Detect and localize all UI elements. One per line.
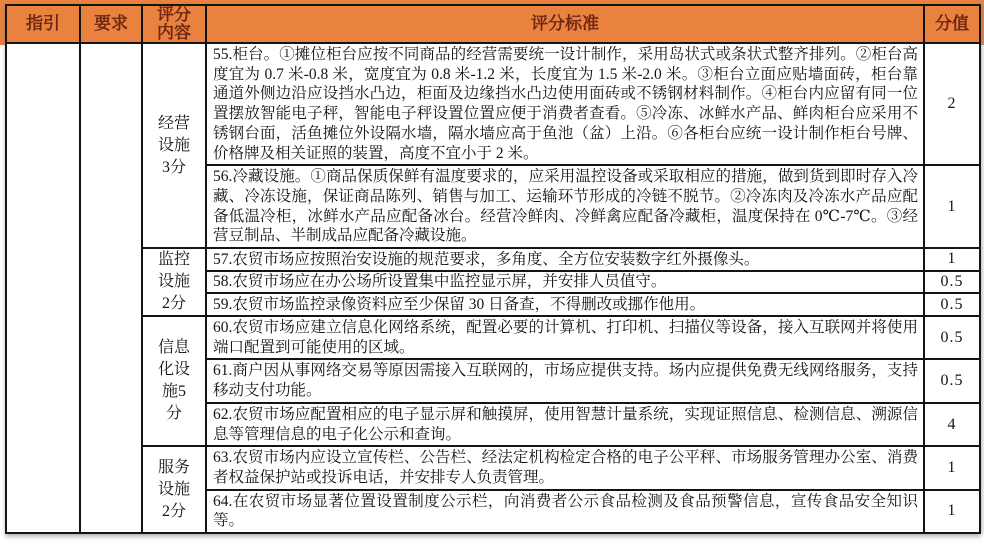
- score-cell-60: 0.5: [924, 316, 980, 359]
- table-row: [6, 248, 980, 271]
- group-cell-service-facilities: [142, 446, 206, 533]
- score-cell-64: 1: [924, 490, 980, 533]
- criteria-cell-57: 57.农贸市场应按照治安设施的规范要求，多角度、全方位安装数字红外摄像头。: [206, 248, 924, 271]
- criteria-cell-60: 60.农贸市场应建立信息化网络系统，配置必要的计算机、打印机、扫描仪等设备，接入互联网并将使用端口配置到可能使用的区域。: [206, 316, 924, 359]
- scoring-table: [5, 4, 981, 534]
- criteria-cell-61: 61.商户因从事网络交易等原因需接入互联网的，市场应提供支持。场内应提供免费无线网络服务，支持移动支付功能。: [206, 359, 924, 402]
- score-cell-63: 1: [924, 446, 980, 489]
- table-row: [6, 316, 980, 359]
- score-cell-59: 0.5: [924, 293, 980, 316]
- header-row: [6, 5, 980, 43]
- criteria-cell-58: 58.农贸市场应在办公场所设置集中监控显示屏，并安排人员值守。: [206, 271, 924, 294]
- criteria-cell-64: 64.在农贸市场显著位置设置制度公示栏，向消费者公示食品检测及食品预警信息，宣传食品安全知识等。: [206, 490, 924, 533]
- score-cell-62: 4: [924, 403, 980, 446]
- group-cell-information-facilities: [142, 316, 206, 446]
- col-header-requirement: 要求: [80, 5, 142, 43]
- score-cell-57: 1: [924, 248, 980, 271]
- col-header-score: 分值: [924, 5, 980, 43]
- score-cell-55: 2: [924, 43, 980, 165]
- score-cell-56: 1: [924, 165, 980, 248]
- score-cell-61: 0.5: [924, 359, 980, 402]
- table-row: [6, 446, 980, 489]
- group-label: 监控设施2分: [157, 251, 190, 313]
- guide-cell-empty: [6, 43, 80, 533]
- score-cell-58: 0.5: [924, 271, 980, 294]
- criteria-cell-55: 55.柜台。①摊位柜台应按不同商品的经营需要统一设计制作，采用岛状式或条状式整齐排列。②柜台高度宜为 0.7 米-0.8 米，宽度宜为 0.8 米-1.2 米，长度宜为 1.5 米-2.0 米。③柜台立面应贴墙面砖，柜台靠通道外侧边沿应设挡水凸边，柜面及边缘挡水凸边使用面砖或不锈钢材料制作。④柜台内应留有同一位置摆放智能电子秤，智能电子秤设置位置应便于消费者查看。⑤冷冻、冰鲜水产品、鲜肉柜台应采用不锈钢台面，活鱼摊位外设隔水墙，隔水墙应高于鱼池（盆）上沿。⑥各柜台应统一设计制作柜台号牌、价格牌及相关证照的装置，高度不宜小于 2 米。: [206, 43, 924, 165]
- col-header-scoring-content-label: 评分内容: [157, 5, 191, 42]
- group-label: 经营设施3分: [157, 114, 190, 176]
- criteria-cell-59: 59.农贸市场监控录像资料应至少保留 30 日备查，不得删改或挪作他用。: [206, 293, 924, 316]
- group-cell-monitoring-facilities: [142, 248, 206, 316]
- criteria-cell-62: 62.农贸市场应配置相应的电子显示屏和触摸屏，使用智慧计量系统，实现证照信息、检测信息、溯源信息等管理信息的电子化公示和查询。: [206, 403, 924, 446]
- group-label: 信息化设施5分: [157, 339, 190, 423]
- criteria-cell-56: 56.冷藏设施。①商品保质保鲜有温度要求的，应采用温控设备或采取相应的措施，做到货到即时存入冷藏、冷冻设施，保证商品陈列、销售与加工、运输环节形成的冷链不脱节。②冷冻肉及冷冻水产品应配备低温冷柜，冰鲜水产品应配备冰台。经营冷鲜肉、冷鲜禽应配备冷藏柜，温度保持在 0℃-7℃。③经营豆制品、半制成品应配备冷藏设施。: [206, 165, 924, 248]
- col-header-scoring-standard: 评分标准: [206, 5, 924, 43]
- group-cell-operating-facilities: [142, 43, 206, 248]
- col-header-guide: 指引: [6, 5, 80, 43]
- col-header-scoring-content: [142, 5, 206, 43]
- criteria-cell-63: 63.农贸市场内应设立宣传栏、公告栏、经法定机构检定合格的电子公平秤、市场服务管理办公室、消费者权益保护站或投诉电话，并安排专人负责管理。: [206, 446, 924, 489]
- table-row: [6, 43, 980, 165]
- group-label: 服务设施2分: [157, 458, 190, 520]
- requirement-cell-empty: [80, 43, 142, 533]
